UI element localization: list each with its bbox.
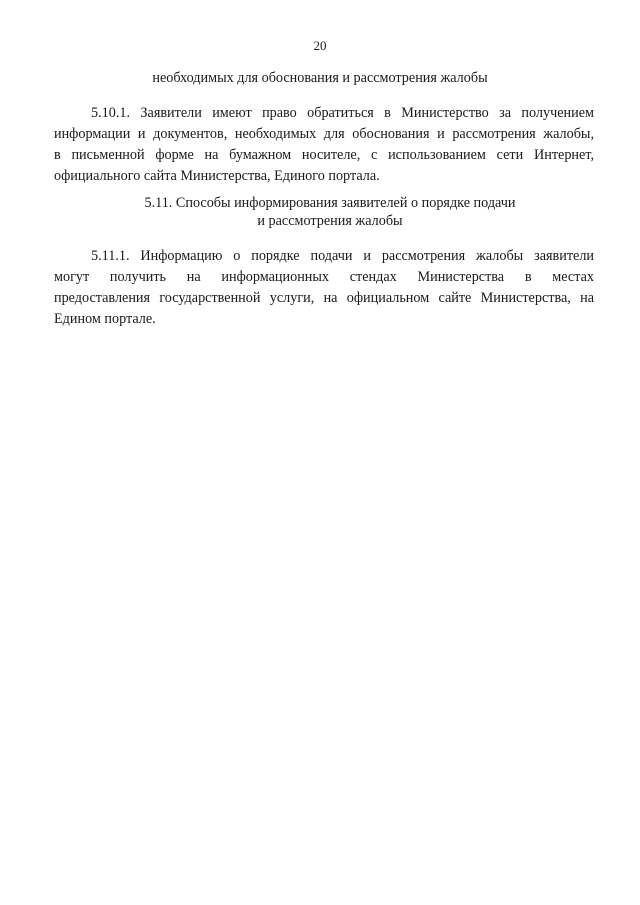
paragraph-line: предоставления государственной услуги, на официальном сайте Министерства, на [54, 290, 594, 306]
heading-line: 5.11. Способы информирования заявителей о порядке подачи [144, 195, 516, 211]
section-heading-continuation: необходимых для обоснования и рассмотрения жалобы [152, 70, 488, 86]
paragraph-line: в письменной форме на бумажном носителе, с использованием сети Интернет, [54, 147, 594, 163]
paragraph-line: официального сайта Министерства, Единого портала. [54, 168, 380, 184]
paragraph-line: 5.10.1. Заявители имеют право обратиться в Министерство за получением [91, 105, 594, 121]
heading-line: и рассмотрения жалобы [257, 213, 403, 229]
paragraph-line: информации и документов, необходимых для обоснования и рассмотрения жалобы, [54, 126, 594, 142]
paragraph-line: могут получить на информационных стендах Министерства в местах [54, 269, 594, 285]
paragraph-line: 5.11.1. Информацию о порядке подачи и рассмотрения жалобы заявители [91, 248, 594, 264]
page-number: 20 [313, 38, 327, 53]
paragraph-line: Едином портале. [54, 311, 156, 327]
